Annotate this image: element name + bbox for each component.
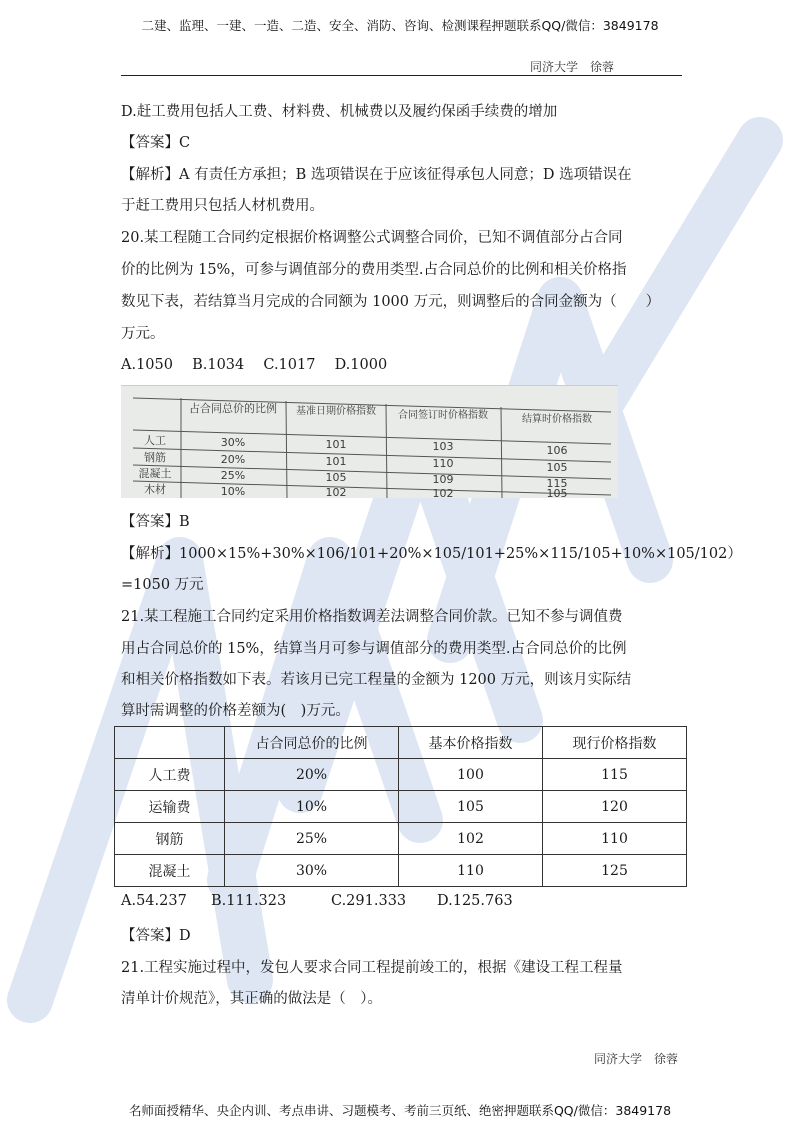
analysis-tag: 【解析】	[121, 546, 179, 562]
photo-cell: 115	[546, 477, 568, 490]
photo-cell: 20%	[220, 453, 246, 466]
footer-author: 同济大学 徐蓉	[593, 1052, 678, 1066]
photo-cell: 105	[325, 471, 347, 484]
q20-analysis-line-1: 【解析】1000×15%+30%×106/101+20%×105/101+25%×115/105+10%×105/102）	[121, 546, 742, 562]
table-row	[115, 855, 687, 887]
header-author: 同济大学 徐蓉	[529, 60, 614, 74]
q21b-text-line-2: 清单计价规范》，其正确的做法是（ ）。	[121, 991, 382, 1007]
q21-text-line-3: 和相关价格指数如下表。若该月已完工程量的金额为 1200 万元，则该月实际结	[121, 672, 632, 688]
q21-text-line-1: 21.某工程施工合同约定采用价格指数调差法调整合同价款。已知不参与调值费	[121, 609, 623, 625]
photo-header-base: 基准日期价格指数	[296, 406, 376, 417]
q21b-text-line-1: 21.工程实施过程中，发包人要求合同工程提前竣工的，根据《建设工程工程量	[121, 960, 623, 976]
photo-cell: 102	[325, 486, 347, 498]
q21-option-a: A.54.237	[121, 893, 187, 909]
q21-text-line-4: 算时需调整的价格差额为( )万元。	[121, 703, 350, 719]
photo-cell: 103	[432, 440, 454, 453]
q20-text-line-4: 万元。	[121, 326, 165, 342]
table-cell: 运输费	[115, 791, 225, 823]
prev-option-d: D.赶工费用包括人工费、材料费、机械费以及履约保函手续费的增加	[121, 104, 558, 120]
q20-photo-table	[121, 385, 618, 498]
photo-cell: 110	[432, 457, 454, 470]
table-cell: 30%	[225, 855, 399, 887]
table-cell: 25%	[225, 823, 399, 855]
q20-text-line-3: 数见下表，若结算当月完成的合同额为 1000 万元，则调整后的合同金额为（ ）	[121, 294, 661, 310]
table-cell: 102	[399, 823, 543, 855]
photo-cell: 25%	[220, 469, 246, 482]
table-header-row	[115, 727, 687, 759]
q21-option-b: B.111.323	[211, 893, 287, 909]
q21-text-line-2: 用占合同总价的 15%，结算当月可参与调值部分的费用类型.占合同总价的比例	[121, 641, 627, 657]
table-cell: 120	[543, 791, 687, 823]
table-header-base-index: 基本价格指数	[399, 727, 543, 759]
photo-rule-header	[133, 430, 611, 444]
q20-answer: 【答案】B	[121, 514, 190, 530]
photo-cell: 10%	[220, 485, 246, 498]
table-header-ratio: 占合同总价的比例	[225, 727, 399, 759]
q20-analysis-line-2: =1050 万元	[121, 577, 204, 593]
photo-header-ratio: 占合同总价的比例	[189, 402, 277, 415]
photo-rule-r2	[133, 465, 611, 479]
table-cell: 110	[399, 855, 543, 887]
bottom-banner: 名师面授精华、央企内训、考点串讲、习题模考、考前三页纸、绝密押题联系QQ/微信：3849178	[128, 1103, 672, 1118]
table-cell: 105	[399, 791, 543, 823]
q21-price-index-table	[114, 726, 687, 887]
table-row	[115, 823, 687, 855]
table-cell: 125	[543, 855, 687, 887]
table-cell: 100	[399, 759, 543, 791]
prev-analysis-line-1: 【解析】A 有责任方承担；B 选项错误在于应该征得承包人同意；D 选项错误在	[121, 167, 632, 183]
photo-cell: 109	[432, 473, 454, 486]
table-cell: 20%	[225, 759, 399, 791]
photo-header-sign: 合同签订时价格指数	[398, 410, 488, 421]
photo-cell: 105	[546, 487, 568, 498]
q20-text-line-1: 20.某工程随工合同约定根据价格调整公式调整合同价，已知不调值部分占合同	[121, 230, 623, 246]
q21-option-c: C.291.333	[331, 893, 407, 909]
photo-rule-r1	[133, 448, 611, 462]
table-header-cell	[115, 727, 225, 759]
table-cell: 人工费	[115, 759, 225, 791]
table-cell: 10%	[225, 791, 399, 823]
photo-cell: 30%	[220, 436, 246, 449]
analysis-tag: 【解析】	[121, 167, 179, 183]
photo-header-settle: 结算时价格指数	[522, 414, 592, 425]
table-cell: 110	[543, 823, 687, 855]
prev-answer: 【答案】C	[121, 135, 191, 151]
photo-cell: 人工	[144, 434, 166, 447]
q20-text-line-2: 价的比例为 15%，可参与调值部分的费用类型.占合同总价的比例和相关价格指	[121, 262, 627, 278]
top-banner: 二建、监理、一建、一造、二造、安全、消防、咨询、检测课程押题联系QQ/微信：3849178	[141, 18, 659, 33]
q20-options: A.1050 B.1034 C.1017 D.1000	[121, 357, 388, 373]
photo-cell: 102	[432, 487, 454, 498]
photo-cell: 混凝土	[138, 467, 172, 480]
prev-analysis-line-2: 于赶工费用只包括人材机费用。	[121, 198, 324, 214]
header-divider	[121, 75, 682, 76]
table-row	[115, 791, 687, 823]
table-row	[115, 759, 687, 791]
q21-option-d: D.125.763	[437, 893, 513, 909]
photo-cell: 钢筋	[144, 451, 166, 464]
table-cell: 115	[543, 759, 687, 791]
q21-answer: 【答案】D	[121, 928, 191, 944]
photo-cell: 木材	[144, 483, 166, 496]
table-cell: 钢筋	[115, 823, 225, 855]
photo-rule-r3	[133, 481, 611, 495]
table-header-current-index: 现行价格指数	[543, 727, 687, 759]
photo-cell: 101	[325, 438, 347, 451]
photo-cell: 105	[546, 461, 568, 474]
photo-cell: 101	[325, 455, 347, 468]
photo-cell: 106	[546, 444, 568, 457]
table-cell: 混凝土	[115, 855, 225, 887]
